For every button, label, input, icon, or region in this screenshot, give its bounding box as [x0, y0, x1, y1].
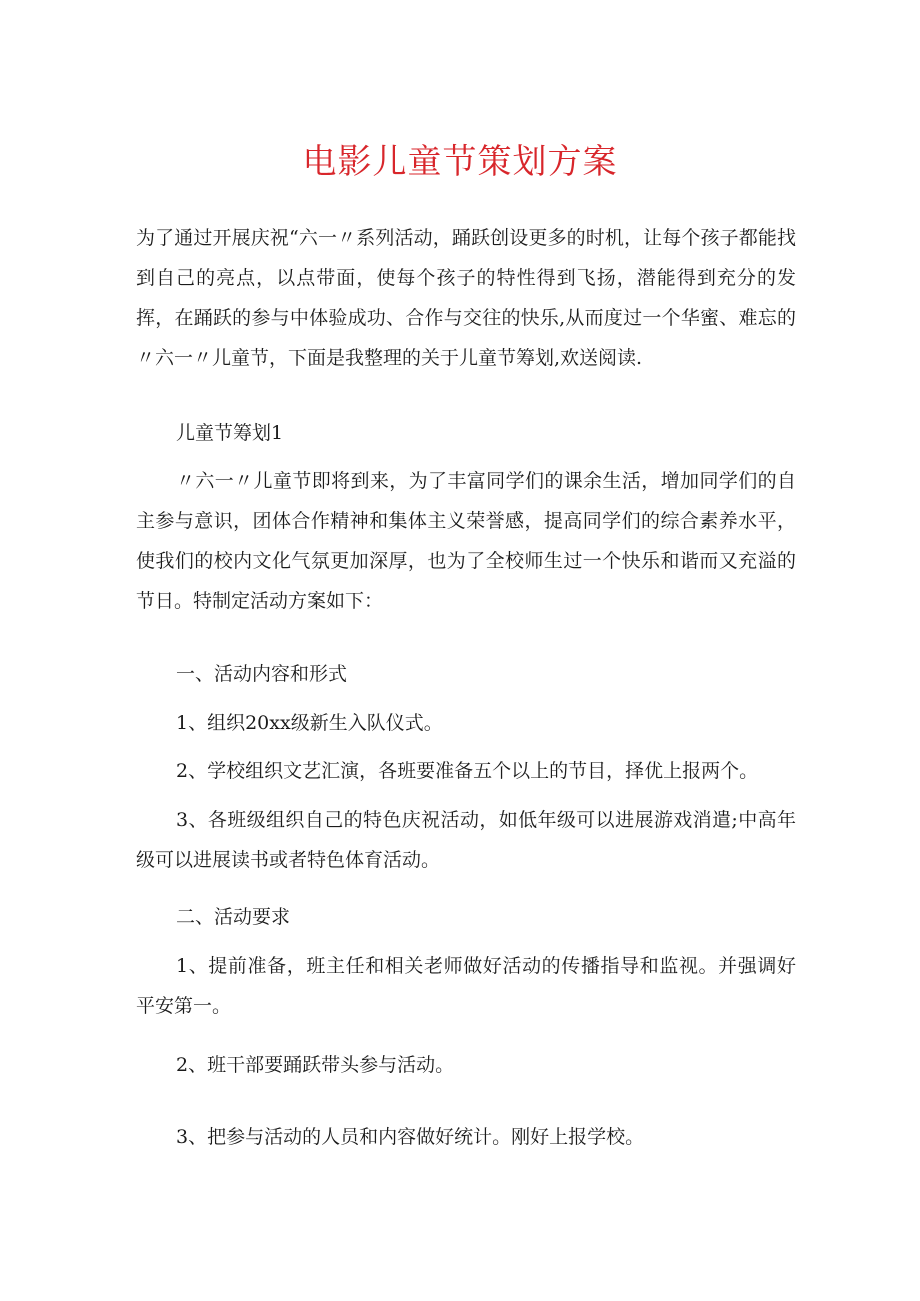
document-title: 电影儿童节策划方案 — [302, 142, 618, 182]
part2-heading: 二、活动要求 — [176, 906, 291, 928]
section-heading: 儿童节筹划1 — [176, 422, 284, 444]
part1-item-2: 2、学校组织文艺汇演，各班要准备五个以上的节目，择优上报两个。 — [176, 760, 759, 782]
part1-item-1: 1、组织20xx级新生入队仪式。 — [176, 712, 443, 734]
intro-paragraph: 为了通过开展庆祝“六一〃系列活动，踊跃创设更多的时机，让每个孩子都能找到自己的亮点，以点带面，使每个孩子的特性得到飞扬，潜能得到充分的发挥，在踊跃的参与中体验成功、合作与交往的快乐,从而度过一个华蜜、难忘的〃六一〃儿童节，下面是我整理的关于儿童节筹划,欢送阅读. — [136, 227, 796, 369]
part1-item-3: 3、各班级组织自己的特色庆祝活动，如低年级可以进展游戏消遣;中高年级可以进展读书或者特色体育活动。 — [136, 809, 796, 871]
part2-item-2: 2、班干部要踊跃带头参与活动。 — [176, 1054, 455, 1076]
part2-item-3: 3、把参与活动的人员和内容做好统计。刚好上报学校。 — [176, 1126, 645, 1148]
section-intro-paragraph: 〃六一〃儿童节即将到来，为了丰富同学们的课余生活，增加同学们的自主参与意识，团体合作精神和集体主义荣誉感，提高同学们的综合素养水平，使我们的校内文化气氛更加深厚，也为了全校师生过一个快乐和谐而又充溢的节日。特制定活动方案如下： — [136, 470, 796, 612]
part2-item-1: 1、提前准备，班主任和相关老师做好活动的传播指导和监视。并强调好平安第一。 — [136, 955, 796, 1017]
part1-heading: 一、活动内容和形式 — [176, 663, 348, 685]
